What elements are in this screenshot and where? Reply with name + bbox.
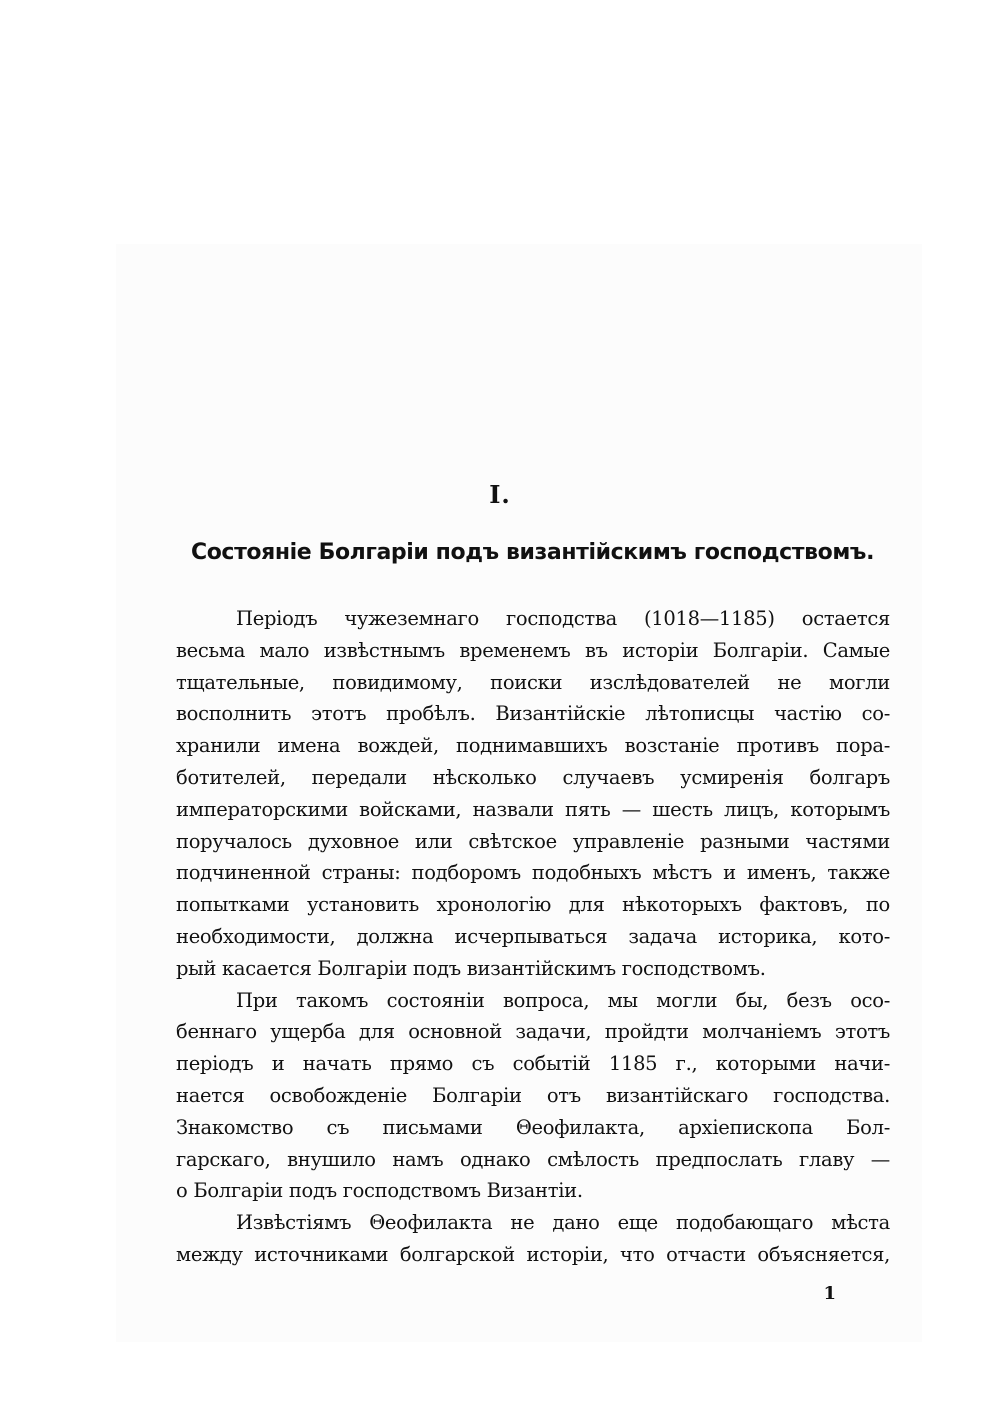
text-line: гарскаго, внушило намъ однако смѣлость предпослать главу — bbox=[176, 1147, 890, 1171]
text-line: рый касается Болгаріи подъ византійскимъ господствомъ. bbox=[176, 956, 766, 980]
text-line: тщательные, повидимому, поиски изслѣдователей не могли bbox=[176, 670, 890, 694]
text-line: ботителей, передали нѣсколько случаевъ усмиренія болгаръ bbox=[176, 765, 890, 789]
text-line: При такомъ состояніи вопроса, мы могли бы, безъ осо- bbox=[236, 988, 890, 1012]
text-line: восполнить этотъ пробѣлъ. Византійскіе лѣтописцы частію со- bbox=[176, 702, 890, 726]
section-numeral: I. bbox=[489, 480, 511, 509]
text-line: попытками установить хронологію для нѣкоторыхъ фактовъ, по bbox=[176, 893, 890, 917]
body-text bbox=[176, 603, 890, 1271]
text-line: беннаго ущерба для основной задачи, пройдти молчаніемъ этотъ bbox=[176, 1020, 890, 1044]
text-line: Знакомство съ письмами Θеофилакта, архіепископа Бол- bbox=[176, 1115, 890, 1139]
text-line: императорскими войсками, назвали пять — шесть лицъ, которымъ bbox=[176, 797, 890, 821]
page-number: 1 bbox=[823, 1283, 836, 1304]
text-line: Извѣстіямъ Θеофилакта не дано еще подобающаго мѣста bbox=[236, 1211, 890, 1235]
text-line: Періодъ чужеземнаго господства (1018—1185) остается bbox=[236, 607, 890, 630]
text-line: поручалось духовное или свѣтское управленіе разными частями bbox=[176, 829, 890, 853]
text-line: періодъ и начать прямо съ событій 1185 г., которыми начи- bbox=[176, 1052, 890, 1076]
text-line: между источниками болгарской исторіи, что отчасти объясняется, bbox=[176, 1242, 890, 1266]
text-line: хранили имена вождей, поднимавшихъ возстаніе противъ пора- bbox=[176, 734, 890, 758]
text-line: весьма мало извѣстнымъ временемъ въ исторіи Болгаріи. Самые bbox=[176, 638, 890, 662]
chapter-title: Состояніе Болгаріи подъ византійскимъ господствомъ. bbox=[190, 540, 875, 565]
text-line: нается освобожденіе Болгаріи отъ византійскаго господства. bbox=[176, 1083, 890, 1107]
text-line: необходимости, должна исчерпываться задача историка, кото- bbox=[176, 924, 890, 948]
text-line: о Болгаріи подъ господствомъ Византіи. bbox=[176, 1179, 583, 1203]
text-line: подчиненной страны: подборомъ подобныхъ мѣстъ и именъ, также bbox=[176, 861, 890, 885]
